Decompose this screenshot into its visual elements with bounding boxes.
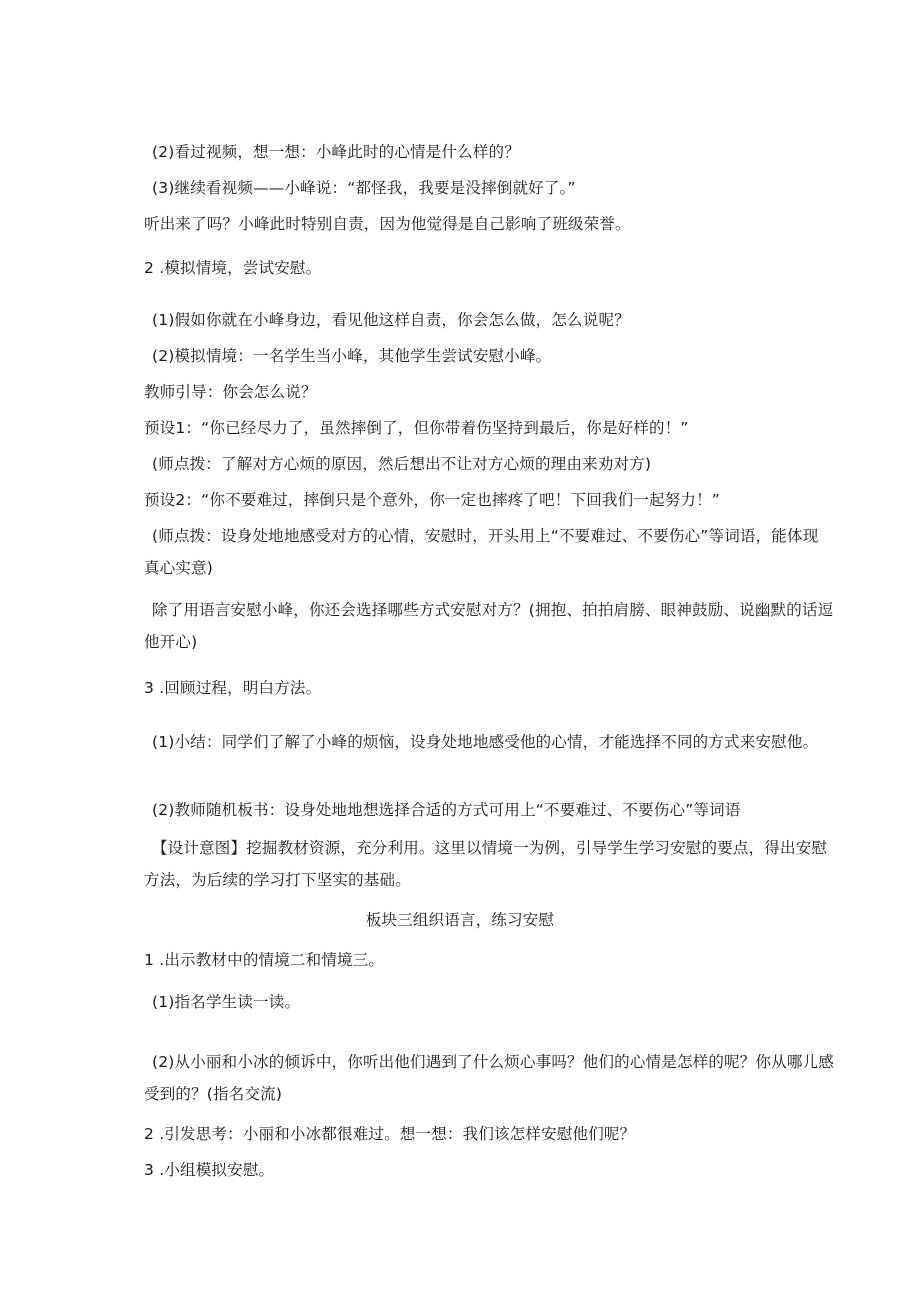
paragraph: (2)模拟情境：一名学生当小峰，其他学生尝试安慰小峰。: [152, 347, 552, 365]
paragraph: 【设计意图】挖掘教材资源，充分利用。这里以情境一为例，引导学生学习安慰的要点，得出安慰方法，为后续的学习打下坚实的基础。: [144, 839, 828, 889]
paragraph: (2)从小丽和小冰的倾诉中，你听出他们遇到了什么烦心事吗？他们的心情是怎样的呢？你从哪儿感受到的？(指名交流): [144, 1053, 834, 1103]
section-title: 板块三组织语言，练习安慰: [365, 911, 555, 929]
paragraph: (师点拨：了解对方心烦的原因，然后想出不让对方心烦的理由来劝对方): [152, 455, 652, 473]
paragraph: 除了用语言安慰小峰，你还会选择哪些方式安慰对方？(拥抱、拍拍肩膀、眼神鼓励、说幽默的话逗他开心): [144, 601, 834, 651]
section-heading: 3 .回顾过程，明白方法。: [144, 679, 322, 697]
paragraph: (师点拨：设身处地地感受对方的心情，安慰时，开头用上“不要难过、不要伤心”等词语，能体现真心实意): [144, 527, 819, 577]
paragraph: 教师引导：你会怎么说？: [144, 383, 317, 401]
section-heading: 2 .引发思考：小丽和小冰都很难过。想一想：我们该怎样安慰他们呢？: [144, 1125, 636, 1143]
section-heading: 2 .模拟情境，尝试安慰。: [144, 259, 322, 277]
paragraph: (3)继续看视频——小峰说：“都怪我，我要是没摔倒就好了。”: [152, 179, 576, 197]
paragraph: (1)小结：同学们了解了小峰的烦恼，设身处地地感受他的心情，才能选择不同的方式来安慰他。: [152, 733, 819, 751]
section-heading: 3 .小组模拟安慰。: [144, 1161, 275, 1179]
paragraph: 听出来了吗？小峰此时特别自责，因为他觉得是自己影响了班级荣誉。: [144, 215, 631, 233]
section-heading: 1 .出示教材中的情境二和情境三。: [144, 951, 385, 969]
paragraph: (2)教师随机板书：设身处地地想选择合适的方式可用上“不要难过、不要伤心”等词语: [152, 801, 741, 819]
paragraph: (2)看过视频，想一想：小峰此时的心情是什么样的？: [152, 143, 520, 161]
paragraph: 预设1：“你已经尽力了，虽然摔倒了，但你带着伤坚持到最后，你是好样的！”: [144, 419, 689, 437]
paragraph: (1)指名学生读一读。: [152, 993, 301, 1011]
paragraph: (1)假如你就在小峰身边，看见他这样自责，你会怎么做，怎么说呢？: [152, 311, 630, 329]
paragraph: 预设2：“你不要难过，摔倒只是个意外，你一定也摔疼了吧！下回我们一起努力！”: [144, 491, 721, 509]
